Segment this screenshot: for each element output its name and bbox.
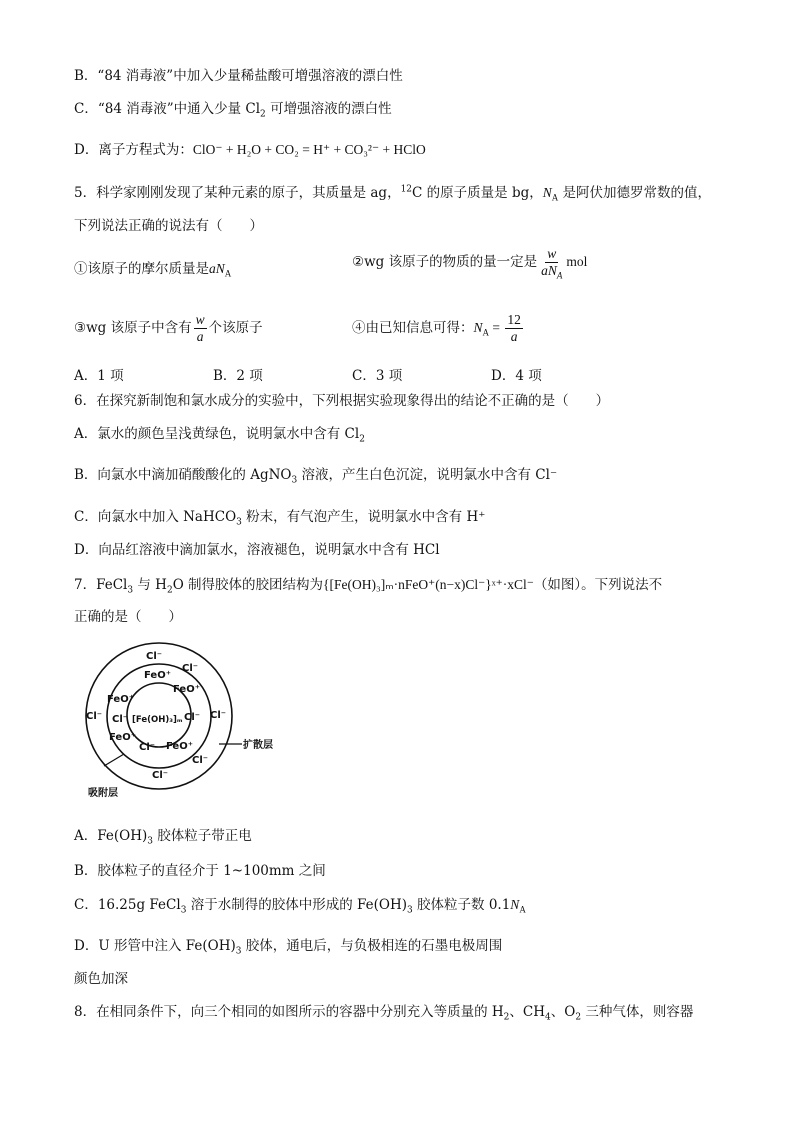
q6-option-d: D．向品红溶液中滴加氯水，溶液褪色，说明氯水中含有 HCl — [74, 542, 440, 558]
q5-stem-line2: 下列说法正确的说法有（ ） — [74, 218, 263, 234]
q6-option-b: B．向氯水中滴加硝酸酸化的 AgNO$_3$ 溶液，产生白色沉淀，说明氯水中含有 Cl⁻ — [74, 467, 558, 486]
q4-equation: ClO⁻ + H₂O + CO₂ = H⁺ + CO₃²⁻ + HClO — [192, 142, 426, 157]
q6-option-c: C．向氯水中加入 NaHCO$_3$ 粉末，有气泡产生，说明氯水中含有 H⁺ — [74, 509, 486, 528]
cl-ion: Cl⁻ — [184, 712, 201, 723]
q7-option-d: D．U 形管中注入 $Fe(OH)_3$ 胶体，通电后，与负极相连的石墨电极周围 — [74, 938, 503, 957]
cl-ion: Cl⁻ — [182, 663, 199, 674]
q7-option-a: A．$Fe(OH)_3$ 胶体粒子带正电 — [74, 828, 252, 847]
q5-statement-2: ②wg 该原子的物质的量一定是 $\frac{w}{aN_A}$ mol — [352, 246, 588, 281]
q5-statement-3: ③wg 该原子中含有 $\frac{w}{a}$ 个该原子 — [74, 312, 263, 344]
cl-ion: Cl⁻ — [152, 770, 169, 781]
q6-stem: 6．在探究新制饱和氯水成分的实验中，下列根据实验现象得出的结论不正确的是（ ） — [74, 393, 610, 409]
q5-option-c: C．3 项 — [352, 368, 403, 384]
q6-option-a: A．氯水的颜色呈浅黄绿色，说明氯水中含有 $Cl_2$ — [74, 426, 365, 445]
cl-ion: Cl⁻ — [86, 711, 103, 722]
q7-stem-line2: 正确的是（ ） — [74, 609, 182, 625]
q7-stem-line1: 7．FeCl$_3$ 与 $H_2O$ 制得胶体的胶团结构为{[Fe(OH)₃]ₘ·nFeO⁺(n−x)Cl⁻}ˣ⁺·xCl⁻（如图）。下列说法不 — [74, 577, 663, 596]
cl-ion: Cl⁻ — [146, 651, 163, 662]
adsorption-layer-pointer — [104, 754, 124, 766]
feo-ion: FeO⁺ — [144, 670, 171, 681]
cl-ion: Cl⁻ — [112, 714, 129, 725]
q4-option-d: D．离子方程式为：ClO⁻ + H₂O + CO₂ = H⁺ + CO₃²⁻ + HClO — [74, 142, 426, 158]
feo-ion: FeO⁺ — [173, 684, 200, 695]
cl-ion: Cl⁻ — [139, 742, 156, 753]
q5-stem-line1: 5．科学家刚刚发现了某种元素的原子，其质量是 ag，$^{12}$C 的原子质量是 bg，$N_A$ 是阿伏加德罗常数的值， — [74, 184, 712, 203]
q7-option-c: C．16.25g FeCl$_3$ 溶于水制得的胶体中形成的 $Fe(OH)_3$ 胶体粒子数 $0.1N_A$ — [74, 897, 526, 916]
q7-option-d-continued: 颜色加深 — [74, 971, 128, 987]
feo-ion: FeO⁺ — [166, 741, 193, 752]
feo-ion: FeO⁺ — [109, 732, 136, 743]
q5-statement-1: ①该原子的摩尔质量是$aN_A$ — [74, 261, 232, 279]
adsorption-layer-label: 吸附层 — [88, 788, 118, 799]
diffuse-layer-label: 扩散层 — [243, 740, 273, 751]
q5-option-a: A．1 项 — [74, 368, 124, 384]
cl-ion: Cl⁻ — [192, 755, 209, 766]
feo-ion: FeO⁺ — [107, 694, 134, 705]
micelle-diagram — [74, 636, 304, 806]
q8-stem: 8．在相同条件下，向三个相同的如图所示的容器中分别充入等质量的 $H_2$、$CH_4$、$O_2$ 三种气体，则容器 — [74, 1004, 694, 1023]
q4-option-c: C．“84 消毒液”中通入少量 $Cl_2$ 可增强溶液的漂白性 — [74, 101, 392, 120]
q5-option-d: D．4 项 — [491, 368, 542, 384]
q5-option-b: B．2 项 — [213, 368, 263, 384]
micelle-formula: {[Fe(OH)₃]ₘ·nFeO⁺(n−x)Cl⁻}ˣ⁺·xCl⁻ — [323, 577, 534, 592]
q5-statement-4: ④由已知信息可得：$N_A$ = $\frac{12}{a}$ — [352, 312, 521, 344]
core-label: [Fe(OH)₃]ₘ — [132, 715, 183, 725]
cl-ion: Cl⁻ — [210, 710, 227, 721]
q7-option-b: B．胶体粒子的直径介于 1~100mm 之间 — [74, 863, 326, 879]
q4-option-b: B．“84 消毒液”中加入少量稀盐酸可增强溶液的漂白性 — [74, 68, 403, 84]
